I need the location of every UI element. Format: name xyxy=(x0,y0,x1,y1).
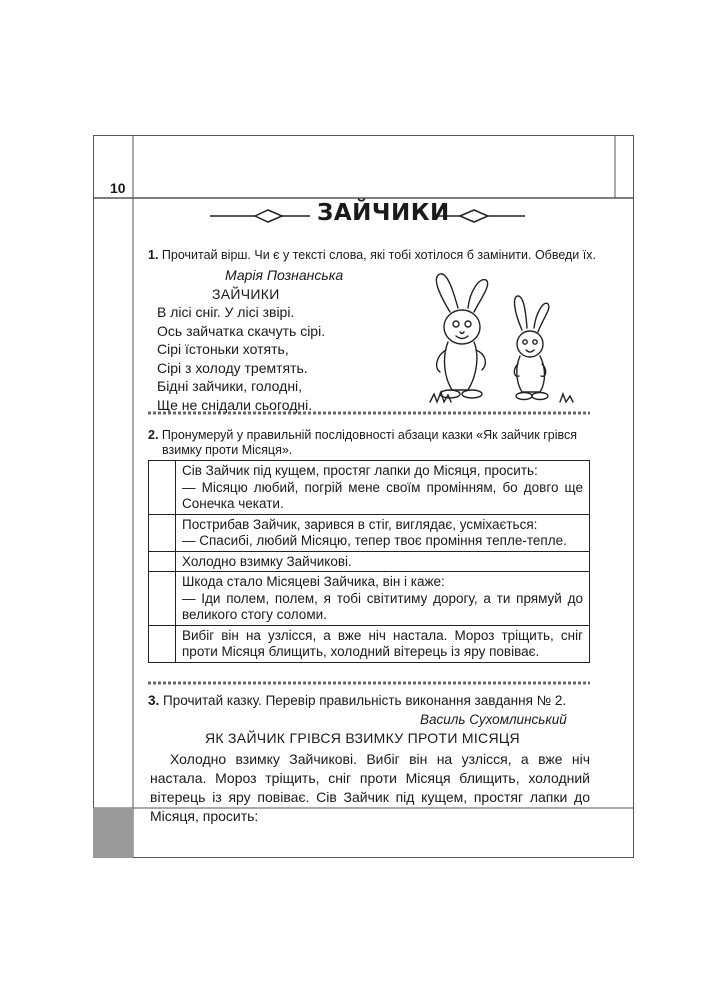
poem-line: Сірі з холоду тремтять. xyxy=(157,359,308,376)
poem-line: Ще не снідали сьогодні. xyxy=(157,396,313,413)
paragraph-cell: Шкода стало Місяцеві Зайчика, він і каже: — Іди полем, полем, я тобі світитиму дорогу, а ти прямуй до великого стогу соломи. xyxy=(176,572,590,626)
gray-corner-tab xyxy=(93,808,133,858)
table-row xyxy=(149,461,590,515)
paragraph-cell: Холодно взимку Зайчикові. xyxy=(176,551,590,572)
table-row xyxy=(149,514,590,551)
task3-instruction: 3. Прочитай казку. Перевір правильність виконання завдання № 2. xyxy=(148,693,567,708)
number-cell[interactable] xyxy=(149,572,176,626)
number-cell[interactable] xyxy=(149,461,176,515)
poem-line: Сірі їстоньки хотять, xyxy=(157,341,289,357)
task1-instruction: 1. Прочитай вірш. Чи є у тексті слова, які тобі хотілося б замінити. Обведи їх. xyxy=(148,248,596,262)
poem-line: Ось зайчатка скачуть сірі. xyxy=(157,322,326,339)
number-cell[interactable] xyxy=(149,514,176,551)
task2-number: 2. xyxy=(148,428,159,442)
page-title: ЗАЙЧИКИ xyxy=(317,200,450,226)
task1-number: 1. xyxy=(148,248,159,262)
task3-number: 3. xyxy=(148,693,160,708)
title-block xyxy=(210,200,530,236)
paragraph-cell: Вибіг він на узлісся, а вже ніч настала. Мороз тріщить, сніг проти Місяця блищить, холодний вітерець із яру повіває. xyxy=(176,625,590,662)
bunnies-illustration xyxy=(420,272,580,412)
table-row xyxy=(149,551,590,572)
paragraph-cell: Сів Зайчик під кущем, простяг лапки до Місяця, просить: — Місяцю любий, погрій мене своїм промінням, бо довго ще Сонечка чекати. xyxy=(176,461,590,515)
story-title: ЯК ЗАЙЧИК ГРІВСЯ ВЗИМКУ ПРОТИ МІСЯЦЯ xyxy=(205,730,520,746)
paragraphs-table xyxy=(148,460,590,663)
story-author: Василь Сухомлинський xyxy=(420,712,567,727)
table-row xyxy=(149,625,590,662)
number-cell[interactable] xyxy=(149,625,176,662)
section-divider xyxy=(148,410,590,416)
poem-title: ЗАЙЧИКИ xyxy=(212,285,280,302)
number-cell[interactable] xyxy=(149,551,176,572)
table-row xyxy=(149,572,590,626)
poem-line: Бідні зайчики, голодні, xyxy=(157,378,303,394)
story-text: Холодно взимку Зайчикові. Вибіг він на узлісся, а вже ніч настала. Мороз тріщить, сніг проти Місяця блищить, холодний вітерець із яру повіває. Сів Зайчик під кущем, простяг лапки до Місяця, просить: xyxy=(150,751,590,824)
poem xyxy=(157,266,343,414)
poem-author: Марія Познанська xyxy=(225,267,344,283)
task2-instruction: 2. Пронумеруй у правильній послідовності абзаци казки «Як зайчик грівся взимку проти Місяця». xyxy=(148,428,578,457)
section-divider xyxy=(148,680,590,686)
paragraph-cell: Пострибав Зайчик, зарився в стіг, виглядає, усміхається: — Спасибі, любий Місяцю, тепер твоє проміння тепле-тепле. xyxy=(176,514,590,551)
page-number: 10 xyxy=(110,180,126,196)
poem-line: В лісі сніг. У лісі звірі. xyxy=(157,304,295,320)
